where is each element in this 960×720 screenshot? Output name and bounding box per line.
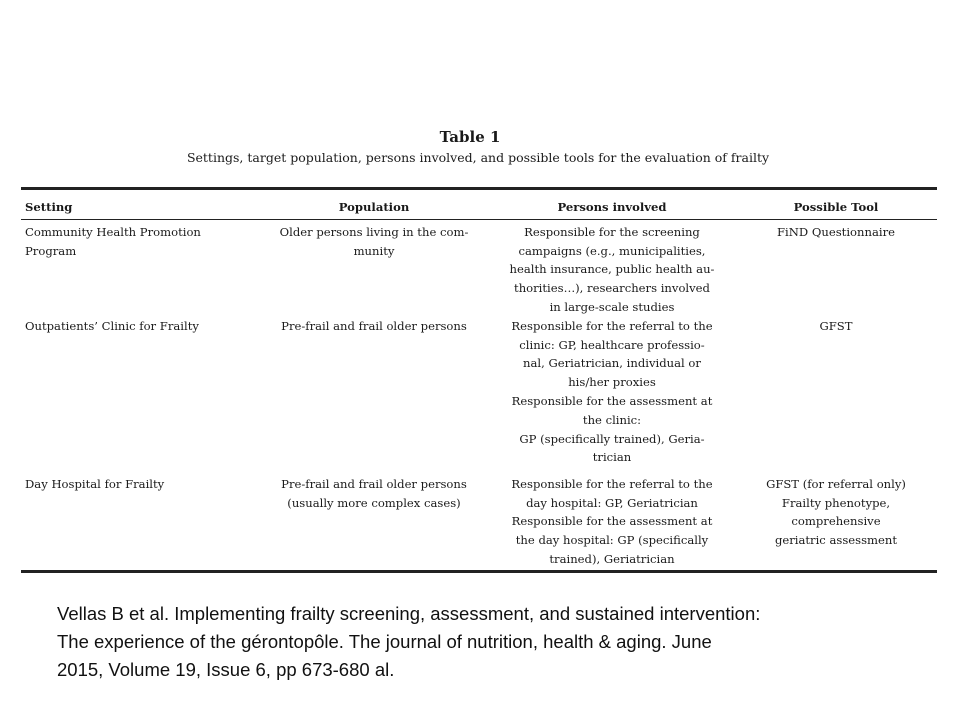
cell-possible-tool — [735, 317, 937, 475]
table-header-row — [21, 190, 937, 219]
header-setting: Setting — [25, 200, 73, 214]
cell-persons-involved — [489, 220, 735, 317]
cell-line: Community Health Promotion — [25, 224, 201, 239]
table-row — [21, 475, 937, 570]
cell-line: Day Hospital for Frailty — [25, 476, 165, 491]
cell-line: GP (specifically trained), Geria- — [519, 431, 705, 446]
cell-setting — [21, 317, 259, 475]
cell-setting — [21, 220, 259, 317]
cell-line: nal, Geriatrician, individual or — [523, 356, 701, 371]
header-population: Population — [338, 200, 410, 214]
cell-line: FiND Questionnaire — [777, 224, 895, 239]
cell-line: trician — [592, 450, 632, 465]
cell-line: health insurance, public health au- — [509, 262, 715, 277]
table-bottom-rule — [21, 570, 937, 573]
cell-line: GFST (for referral only) — [766, 476, 906, 491]
cell-line: Responsible for the screening — [524, 224, 700, 239]
cell-persons-involved — [489, 317, 735, 475]
cell-line: Frailty phenotype, comprehensive — [781, 495, 891, 529]
citation-line: Vellas B et al. Implementing frailty screening, assessment, and sustained intervention: — [57, 603, 761, 624]
cell-population — [259, 475, 489, 570]
table-subtitle: Settings, target population, persons involved, and possible tools for the evaluation of frailty — [186, 150, 770, 165]
cell-line: Pre-frail and frail older persons — [281, 318, 467, 333]
cell-line: day hospital: GP, Geriatrician — [526, 495, 698, 510]
cell-line: in large-scale studies — [549, 299, 675, 314]
citation-line: 2015, Volume 19, Issue 6, pp 673-680 al. — [57, 659, 395, 680]
cell-population — [259, 220, 489, 317]
cell-line: Program — [25, 243, 77, 258]
citation — [57, 600, 937, 684]
header-persons-involved: Persons involved — [557, 200, 667, 214]
cell-line: thorities…), researchers involved — [514, 281, 710, 296]
cell-setting — [21, 475, 259, 570]
cell-line: trained), Geriatrician — [549, 551, 675, 566]
cell-line: Responsible for the assessment at — [511, 393, 713, 408]
cell-line: his/her proxies — [568, 375, 656, 390]
cell-line: Responsible for the referral to the — [511, 476, 713, 491]
cell-possible-tool — [735, 220, 937, 317]
cell-line: Responsible for the referral to the — [511, 318, 713, 333]
table-row — [21, 317, 937, 475]
cell-line: clinic: GP, healthcare professio- — [519, 337, 705, 352]
cell-line: Older persons living in the com- — [279, 224, 469, 239]
cell-possible-tool — [735, 475, 937, 570]
cell-line: GFST — [819, 318, 853, 333]
cell-line: munity — [353, 243, 395, 258]
citation-line: The experience of the gérontopôle. The journal of nutrition, health & aging. June — [57, 631, 712, 652]
frailty-table — [21, 190, 937, 570]
cell-line: campaigns (e.g., municipalities, — [518, 243, 706, 258]
cell-persons-involved — [489, 475, 735, 570]
table-title: Table 1 — [439, 128, 501, 146]
header-possible-tool: Possible Tool — [793, 200, 879, 214]
frailty-table-container — [21, 187, 937, 573]
cell-line: geriatric assessment — [774, 533, 898, 548]
cell-line: Outpatients’ Clinic for Frailty — [25, 318, 199, 333]
cell-line: (usually more complex cases) — [287, 495, 461, 510]
cell-line: the clinic: — [582, 412, 642, 427]
cell-line: Responsible for the assessment at — [511, 514, 713, 529]
cell-line: Pre-frail and frail older persons — [281, 476, 467, 491]
table-row — [21, 220, 937, 317]
cell-line: the day hospital: GP (specifically — [515, 533, 709, 548]
cell-population — [259, 317, 489, 475]
